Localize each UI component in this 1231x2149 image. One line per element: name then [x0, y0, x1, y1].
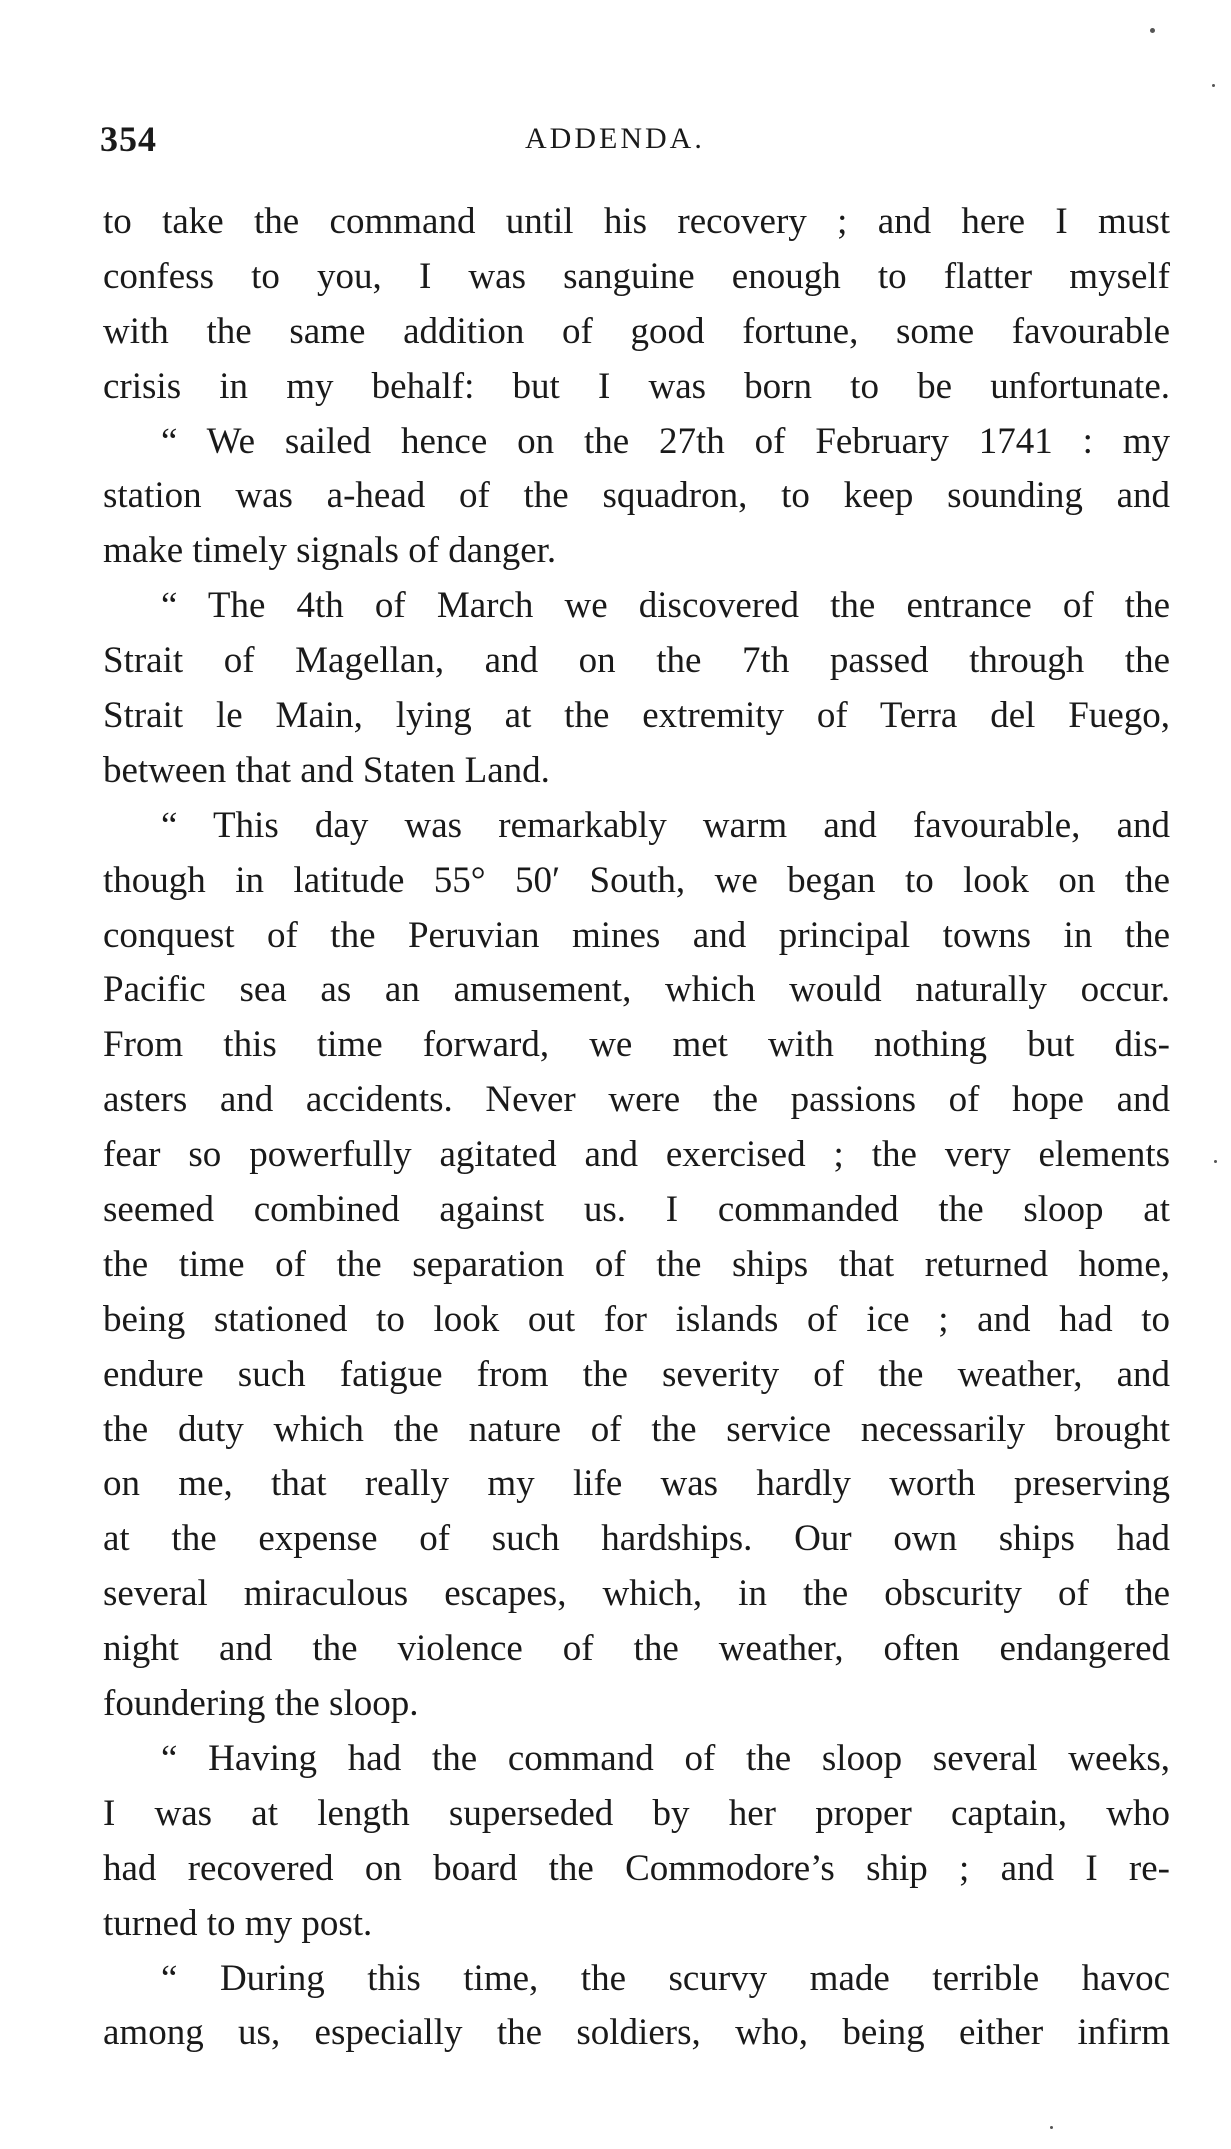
text-line: “ This day was remarkably warm and favourable, and [161, 804, 1170, 846]
text-line: crisis in my behalf: but I was born to be unfortunate. [103, 365, 1170, 407]
text-line: “ The 4th of March we discovered the entrance of the [161, 585, 1170, 627]
text-line: asters and accidents. Never were the passions of hope and [103, 1079, 1170, 1121]
page-number: 354 [100, 119, 157, 159]
text-line: turned to my post. [103, 1902, 373, 1944]
running-head: ADDENDA. [525, 122, 705, 155]
text-line: the time of the separation of the ships that returned home, [103, 1243, 1170, 1285]
text-line: seemed combined against us. I commanded the sloop at [103, 1189, 1170, 1231]
paper-speck [1214, 1160, 1217, 1163]
page-header [100, 118, 1170, 168]
paper-speck [1050, 2126, 1053, 2129]
text-line: “ Having had the command of the sloop several weeks, [161, 1737, 1170, 1779]
text-line: night and the violence of the weather, often endangered [103, 1628, 1170, 1670]
text-line: “ We sailed hence on the 27th of February 1741 : my [161, 420, 1170, 462]
paper-speck [1212, 84, 1215, 87]
text-line: on me, that really my life was hardly worth preserving [103, 1463, 1170, 1505]
text-line: conquest of the Peruvian mines and principal towns in the [103, 914, 1170, 956]
text-line: several miraculous escapes, which, in the obscurity of the [103, 1573, 1170, 1615]
text-line: endure such fatigue from the severity of the weather, and [103, 1353, 1170, 1395]
text-line: being stationed to look out for islands of ice ; and had to [103, 1298, 1170, 1340]
text-line: station was a-head of the squadron, to keep sounding and [103, 475, 1170, 517]
body-text [103, 195, 1170, 2061]
text-line: foundering the sloop. [103, 1683, 419, 1725]
paper-speck [1150, 28, 1155, 33]
text-line: From this time forward, we met with nothing but dis- [103, 1024, 1170, 1066]
text-line: at the expense of such hardships. Our own ships had [103, 1518, 1170, 1560]
text-line: Strait le Main, lying at the extremity of Terra del Fuego, [103, 695, 1170, 737]
text-line: “ During this time, the scurvy made terrible havoc [161, 1957, 1170, 1999]
text-line: had recovered on board the Commodore’s ship ; and I re- [103, 1847, 1170, 1889]
text-line: I was at length superseded by her proper captain, who [103, 1792, 1170, 1834]
text-line: to take the command until his recovery ; and here I must [103, 201, 1170, 242]
text-line: Pacific sea as an amusement, which would naturally occur. [103, 969, 1170, 1011]
text-line: fear so powerfully agitated and exercised ; the very elements [103, 1134, 1170, 1176]
text-line: confess to you, I was sanguine enough to flatter myself [103, 255, 1170, 297]
text-line: between that and Staten Land. [103, 749, 550, 791]
text-line: make timely signals of danger. [103, 530, 557, 572]
text-line: though in latitude 55° 50′ South, we began to look on the [103, 859, 1170, 901]
text-line: among us, especially the soldiers, who, being either infirm [103, 2012, 1170, 2054]
text-line: with the same addition of good fortune, some favourable [103, 310, 1170, 352]
text-line: the duty which the nature of the service necessarily brought [103, 1408, 1170, 1450]
text-line: Strait of Magellan, and on the 7th passed through the [103, 640, 1170, 682]
